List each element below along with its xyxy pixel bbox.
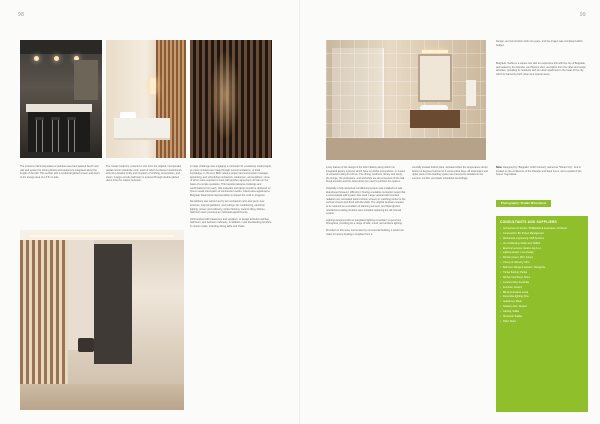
right-page (300, 0, 600, 424)
text-column-1: The entrance hall incorporates a stainless-steel and painted beech and oak wall system for storing books and equipment integrated along the length of the hall. This section with a sculptural glazed screen and doors to the lounge area of a 5.5x m side. (20, 165, 100, 179)
supplier-item: • Timber flooring: Parket (500, 271, 584, 274)
colA-paragraph-3: Lighting designed with an integrated lighting consultant, is generous throughout, providing for a range of task, mood, and ambient lighting. (326, 218, 403, 226)
colA-paragraph-2: Originally a fully ducted air conditioning system was installed but was abandoned however, difficulty in finding a suitable contractor meant that a conventional split system was used. Large vertical wall mounted radiators are concealed behind timber screens in matching timber to the vertical screens and flush with the walls. The original windows needed to be retained as a condition of planning consent, and triple-glazed, refurbished existing shutters were installed replacing the old manual system. (326, 186, 406, 216)
photography-credit: Photography: Vladan Mihovljevic (496, 200, 551, 207)
text-column-a (326, 166, 406, 239)
text-column-3 (190, 165, 272, 232)
suppliers-box (496, 216, 588, 412)
supplier-item: • Decorative lighting: Flos (500, 295, 584, 298)
supplier-item: • Kitchen joinery: Miro Joinery (500, 256, 584, 259)
photo-bathroom (326, 40, 486, 160)
supplier-item: • Architecture & interiors: SH&Bartlett & Associates, Architects (500, 227, 584, 230)
colA-paragraph-1: A key feature of the design is the 40m hallway along which run integrated joinery systems which have no visible connections, or means of extraction along its full run. The dining, bedroom, library and study, the lounge, the workspace, and workshop are all connected off the hall. Fixed acoustic and fire-rated doors are used to partition the spaces. (326, 166, 406, 184)
text-column-upper-right-2: Belgrade, Serbia is a unique site with an expressive link with the city of Belgrade, permeated by the Danube, and historic sites, and lights from the cafes and social activities, providing its residents with an urban apartment in the heart of the city, which is framed by both urban and natural views. (496, 62, 586, 76)
col3-paragraph-3: Child worked with tradesmen and suppliers, to design all built-in kitchen, bathroom, and bedroom cabinetry. In addition, most freestanding furniture is custom made, including dining table and chairs. (190, 217, 272, 228)
supplier-item: • Electrical services: Elektro-Ing d.o.o. (500, 247, 584, 250)
page-number-left: 98 (18, 12, 25, 18)
supplier-item: • Appliances: Miele (500, 300, 584, 303)
supplier-item: • Ceramic tiling: Keramika (500, 281, 584, 284)
colA-paragraph-4: Providers in this area, surrounded by commercial building, it would not make for space heating is supplied from a (326, 228, 404, 236)
supplier-item: • Joinery & cabinetry: Miro (500, 261, 584, 264)
supplier-item: • Kitchen benchtops: Stone (500, 276, 584, 279)
note-label: Note: (496, 166, 503, 169)
col3-paragraph-2: Demolitions was carried out by two contractors who also put in new structure, internal partitions, and ceilings. Air conditioning, electrical, lighting, joinery and cabinetry, timber flooring, ceramic tiling, kitchen, bathroom were procured an individual appointments. (190, 200, 266, 215)
supplier-item: • Sanitary ware: Duravit (500, 305, 584, 308)
supplier-item: • Furniture: Custom (500, 286, 584, 289)
photo-kitchen (20, 40, 102, 158)
supplier-item: • Lighting design: Luce Design (500, 251, 584, 254)
supplier-item: • Structural: Statika (500, 315, 584, 318)
photo-slat-screen (190, 40, 272, 158)
photo-entry-hall (20, 230, 184, 410)
suppliers-title: CONSULTANTS AND SUPPLIERS (500, 220, 557, 224)
text-column-upper-right-1: Design, and construction took two years, and the project was completed within budget. (496, 40, 583, 47)
supplier-item: • Bathroom fittings & tapware: Hansgrohe (500, 266, 584, 269)
supplier-item: • Blinds & shutters: Local (500, 291, 584, 294)
page-number-right: 99 (579, 12, 586, 18)
note-text: Designed by "Belgrade" which formerly named as "Winter City", and is located on the confluence of the Danube and Sava rivers, and a capital of the former Yugoslavia. (496, 166, 582, 177)
supplier-item: • Construction: BC Project Management (500, 232, 584, 235)
supplier-item: • Glazing: Staklo (500, 310, 584, 313)
supplier-item: • Paint: Dulux (500, 320, 584, 323)
text-column-2: The master bedroom, reduced in size from the original, incorporates partial custom wardrobe units, each of which is planned meticulously around a detailed study and inventory of clothing, accessories, and shoes. A large ensuite bathroom is entered through double glazed doors from the master bedroom. (106, 165, 182, 183)
text-column-b: centrally located district plant, activated when the temperature drops below 12 degrees Celsius for 3 consecutive days. All downstairs and upper parts of the building system are heat-pump installed in the summer months, and loads scheduled accordingly. (412, 166, 488, 180)
note-block (496, 166, 586, 177)
supplier-item: • Air conditioning: Daikin and Vaillant (500, 242, 584, 245)
suppliers-list (500, 227, 584, 323)
supplier-item: • Mechanical engineering: KFB Services (500, 237, 584, 240)
col3-paragraph-1: A major challenge was engaging a contractor for a relatively small project, as most contracts are made through recommendations, or local knowledge. In the end, BMC relied a project and construction manager, appointing, and scheduling contractors, tradesmen, and suppliers, some of whom were selected to work with another agreement. All was on the basis of a simple quotation. This required advance bookings and confirmations from each, that materials and labour would be delivered on time to avoid interruption of construction works. Clients also appointed a Belgrade based local representative to inspect the work in progress. (190, 165, 272, 197)
photo-bedroom (106, 40, 186, 158)
